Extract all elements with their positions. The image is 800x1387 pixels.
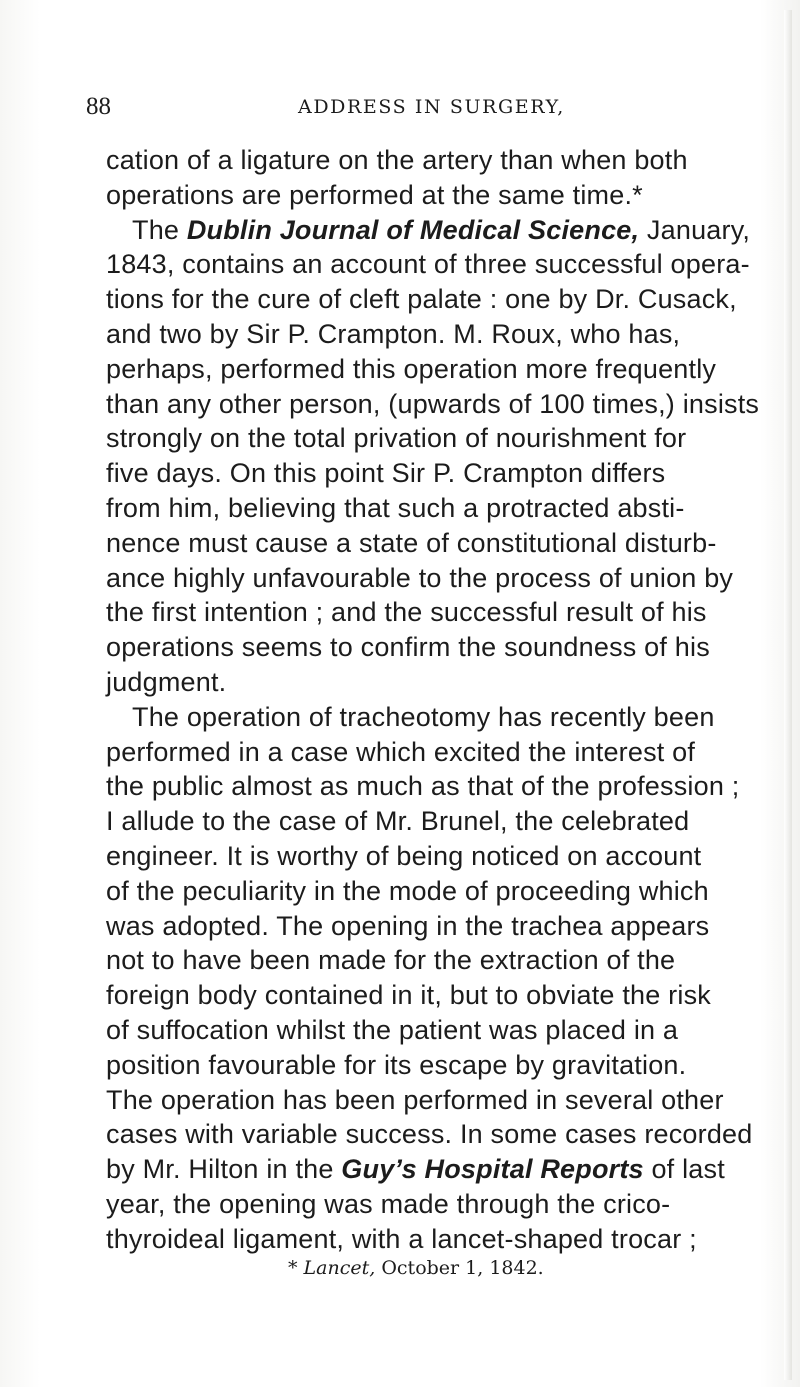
text-line: engineer. It is worthy of being noticed on account bbox=[106, 840, 702, 871]
text-line: cases with variable success. In some cases recorded bbox=[106, 1119, 753, 1150]
text-line: of the peculiarity in the mode of proceeding which bbox=[106, 875, 709, 906]
page-header bbox=[86, 90, 686, 124]
text-line: was adopted. The opening in the trachea appears bbox=[106, 910, 710, 941]
italic-title: Guy’s Hospital Reports bbox=[341, 1154, 644, 1185]
text-line: of suffocation whilst the patient was placed in a bbox=[106, 1014, 679, 1045]
page-number: 88 bbox=[86, 93, 111, 120]
text-line: thyroideal ligament, with a lancet-shaped trocar ; bbox=[106, 1223, 697, 1254]
text-line: by Mr. Hilton in the Guy’s Hospital Reports of last bbox=[106, 1154, 725, 1185]
text-line: judgment. bbox=[106, 666, 227, 697]
footnote-title: Lancet, bbox=[303, 1257, 376, 1279]
text-line: ance highly unfavourable to the process of union by bbox=[106, 562, 734, 593]
italic-title: Dublin Journal of Medical Science, bbox=[186, 214, 640, 245]
text-line: nence must cause a state of constitutional disturb- bbox=[106, 527, 717, 558]
text-line: foreign body contained in it, but to obviate the risk bbox=[106, 980, 711, 1011]
text-line: The Dublin Journal of Medical Science, January, bbox=[132, 214, 751, 245]
text-line: performed in a case which excited the interest of bbox=[106, 736, 696, 767]
footnote-marker: * bbox=[288, 1257, 298, 1279]
running-title: ADDRESS IN SURGERY, bbox=[298, 96, 565, 118]
text-line: The operation has been performed in several other bbox=[106, 1084, 724, 1115]
text-line: the public almost as much as that of the profession ; bbox=[106, 771, 740, 802]
text-line: tions for the cure of cleft palate : one by Dr. Cusack, bbox=[106, 284, 737, 315]
text-line: 1843, contains an account of three successful opera- bbox=[106, 249, 750, 280]
page-edge-shadow bbox=[784, 10, 792, 1380]
text-line: year, the opening was made through the crico- bbox=[106, 1188, 671, 1219]
text-line: I allude to the case of Mr. Brunel, the celebrated bbox=[106, 806, 690, 837]
body-text bbox=[106, 143, 786, 1257]
footnote bbox=[288, 1255, 544, 1281]
text-line: and two by Sir P. Crampton. M. Roux, who has, bbox=[106, 318, 681, 349]
text-line: position favourable for its escape by gravitation. bbox=[106, 1049, 687, 1080]
text-line: from him, believing that such a protracted absti- bbox=[106, 492, 685, 523]
text-line: strongly on the total privation of nourishment for bbox=[106, 423, 687, 454]
footnote-text: October 1, 1842. bbox=[381, 1257, 544, 1279]
text-line: not to have been made for the extraction of the bbox=[106, 945, 676, 976]
text-line: operations are performed at the same time.* bbox=[106, 179, 643, 210]
text-line: cation of a ligature on the artery than when both bbox=[106, 145, 688, 175]
text-line: the first intention ; and the successful result of his bbox=[106, 597, 707, 628]
text-line: five days. On this point Sir P. Crampton differs bbox=[106, 458, 666, 489]
text-line: perhaps, performed this operation more frequently bbox=[106, 353, 717, 384]
text-line: operations seems to confirm the soundness of his bbox=[106, 632, 710, 663]
text-line: The operation of tracheotomy has recently been bbox=[132, 701, 715, 732]
text-line: than any other person, (upwards of 100 times,) insists bbox=[106, 388, 760, 419]
